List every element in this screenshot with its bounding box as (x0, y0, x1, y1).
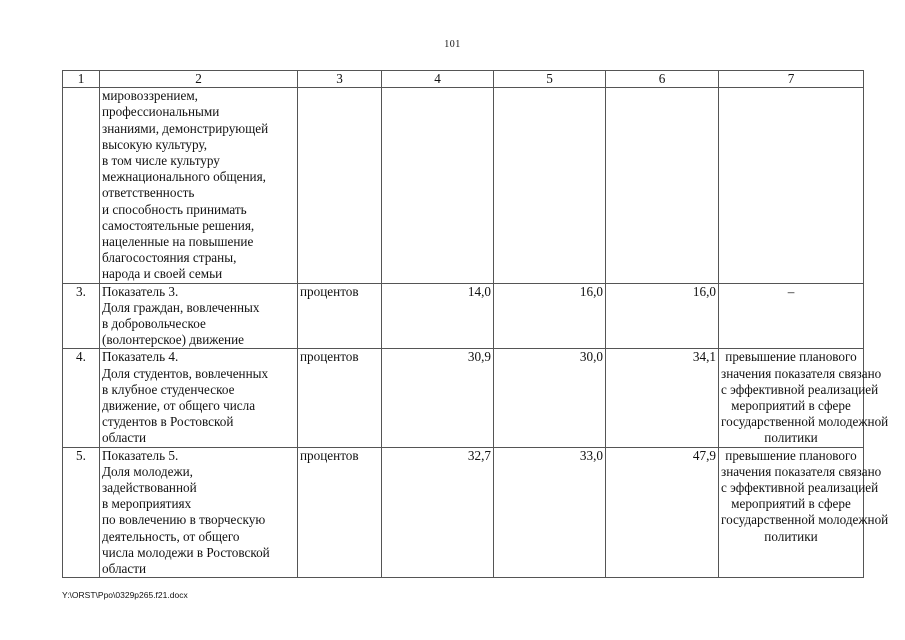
indicator-text-line: народа и своей семьи (102, 266, 223, 282)
unit-cell: процентов (298, 447, 382, 578)
header-cell: 6 (606, 71, 719, 88)
indicator-text-line: деятельность, от общего (102, 528, 240, 544)
table-row (63, 447, 864, 578)
indicator-text-line: мировоззрением, (102, 88, 198, 104)
indicators-table (62, 70, 889, 578)
indicator-text-line: Доля молодежи, (102, 463, 193, 479)
row-number-cell (63, 88, 100, 283)
note-text-line: – (787, 283, 795, 299)
value-col6-cell: 47,9 (606, 447, 719, 578)
value-col5-cell: 33,0 (494, 447, 606, 578)
indicator-text-line: области (102, 561, 147, 577)
indicator-text-line: области (102, 430, 147, 446)
indicator-text-line: и способность принимать (102, 201, 247, 217)
value-col6-cell: 16,0 (606, 283, 719, 349)
indicator-text-line: профессиональными (102, 104, 220, 120)
indicator-text-line: знаниями, демонстрирующей (102, 120, 269, 136)
note-cell (719, 349, 889, 447)
indicator-text-line: ответственность (102, 185, 195, 201)
row-number-cell: 4. (63, 349, 100, 447)
indicator-text-cell (100, 283, 298, 349)
note-cell (719, 88, 864, 283)
note-cell (719, 447, 889, 578)
note-text-line: политики (764, 430, 818, 446)
note-text-line: значения показателя связано (721, 365, 882, 381)
indicator-text-line: в мероприятиях (102, 496, 192, 512)
table-row (63, 88, 864, 283)
indicator-text-line: благосостояния страны, (102, 250, 237, 266)
unit-cell: процентов (298, 349, 382, 447)
row-number-cell: 5. (63, 447, 100, 578)
indicator-text-line: в клубное студенческое (102, 381, 235, 397)
page-number: 101 (444, 39, 461, 50)
indicator-text-line: Доля студентов, вовлеченных (102, 365, 269, 381)
indicator-text-line: в добровольческое (102, 316, 206, 332)
value-col4-cell: 14,0 (382, 283, 494, 349)
indicator-text-line: самостоятельные решения, (102, 217, 255, 233)
value-col5-cell: 30,0 (494, 349, 606, 447)
value-col6-cell (606, 88, 719, 283)
indicator-text-line: движение, от общего числа (102, 398, 256, 414)
note-text-line: превышение планового (725, 349, 857, 365)
indicator-text-line: студентов в Ростовской (102, 414, 234, 430)
indicator-text-cell (100, 447, 298, 578)
header-cell: 7 (719, 71, 864, 88)
note-cell (719, 283, 864, 349)
header-row (63, 71, 864, 88)
header-cell: 2 (100, 71, 298, 88)
note-text-line: с эффективной реализацией (721, 381, 879, 397)
value-col5-cell (494, 88, 606, 283)
table-row (63, 349, 864, 447)
note-text-line: политики (764, 528, 818, 544)
value-col4-cell (382, 88, 494, 283)
note-text-line: значения показателя связано (721, 463, 882, 479)
indicator-text-line: в том числе культуру (102, 153, 220, 169)
indicator-text-line: Показатель 5. (102, 447, 179, 463)
note-text-line: государственной молодежной (721, 414, 889, 430)
header-cell: 3 (298, 71, 382, 88)
unit-cell (298, 88, 382, 283)
value-col4-cell: 30,9 (382, 349, 494, 447)
note-text-line: превышение планового (725, 447, 857, 463)
indicator-text-cell (100, 349, 298, 447)
indicator-text-line: Доля граждан, вовлеченных (102, 299, 260, 315)
header-cell: 4 (382, 71, 494, 88)
note-text-line: государственной молодежной (721, 512, 889, 528)
header-cell: 1 (63, 71, 100, 88)
value-col6-cell: 34,1 (606, 349, 719, 447)
indicator-text-cell (100, 88, 298, 283)
indicator-text-line: по вовлечению в творческую (102, 512, 266, 528)
indicator-text-line: задействованной (102, 480, 197, 496)
value-col4-cell: 32,7 (382, 447, 494, 578)
indicator-text-line: высокую культуру, (102, 136, 207, 152)
indicator-text-line: числа молодежи в Ростовской (102, 544, 270, 560)
indicator-text-line: Показатель 4. (102, 349, 179, 365)
unit-cell: процентов (298, 283, 382, 349)
row-number-cell: 3. (63, 283, 100, 349)
note-text-line: мероприятий в сфере (731, 496, 851, 512)
indicator-text-line: (волонтерское) движение (102, 332, 245, 348)
table-row (63, 283, 864, 349)
value-col5-cell: 16,0 (494, 283, 606, 349)
indicator-text-line: межнационального общения, (102, 169, 266, 185)
indicator-text-line: нацеленные на повышение (102, 234, 254, 250)
header-cell: 5 (494, 71, 606, 88)
indicator-text-line: Показатель 3. (102, 283, 179, 299)
file-path-footer: Y:\ORST\Ppo\0329p265.f21.docx (62, 590, 188, 600)
note-text-line: с эффективной реализацией (721, 480, 879, 496)
note-text-line: мероприятий в сфере (731, 398, 851, 414)
